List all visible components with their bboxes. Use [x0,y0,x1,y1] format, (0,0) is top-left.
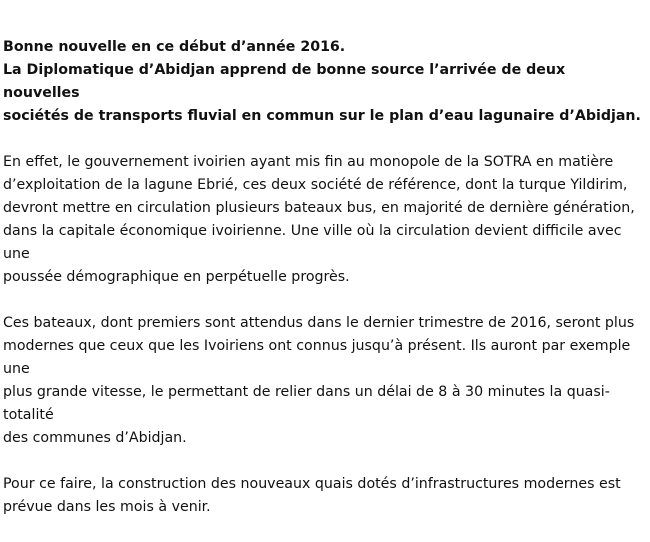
paragraph-line: modernes que ceux que les Ivoiriens ont connus jusqu’à présent. Ils auront par exemple une [3,338,631,377]
paragraph-line: En effet, le gouvernement ivoirien ayant mis fin au monopole de la SOTRA en matière [3,154,614,170]
paragraph-line: Pour ce faire, la construction des nouveaux quais dotés d’infrastructures modernes est [3,476,621,492]
paragraph-bateaux [3,312,643,450]
paragraph-line: poussée démographique en perpétuelle progrès. [3,269,350,285]
paragraph-line: devront mettre en circulation plusieurs bateaux bus, en majorité de dernière génération, [3,200,635,216]
lead-line: La Diplomatique d’Abidjan apprend de bonne source l’arrivée de deux nouvelles [3,62,566,101]
paragraph-line: plus grande vitesse, le permettant de relier dans un délai de 8 à 30 minutes la quasi- totalité [3,384,610,423]
lead-line: sociétés de transports fluvial en commun sur le plan d’eau lagunaire d’Abidjan. [3,108,641,124]
paragraph-quais [3,473,643,519]
article-lead [3,36,643,128]
paragraph-line: Ces bateaux, dont premiers sont attendus dans le dernier trimestre de 2016, seront plus [3,315,635,331]
paragraph-line: prévue dans les mois à venir. [3,499,211,515]
lead-line: Bonne nouvelle en ce début d’année 2016. [3,39,346,55]
article-body [3,36,643,542]
paragraph-monopole [3,151,643,289]
paragraph-line: dans la capitale économique ivoirienne. Une ville où la circulation devient difficile avec une [3,223,622,262]
paragraph-line: d’exploitation de la lagune Ebrié, ces deux société de référence, dont la turque Yildirim, [3,177,628,193]
paragraph-line: des communes d’Abidjan. [3,430,187,446]
